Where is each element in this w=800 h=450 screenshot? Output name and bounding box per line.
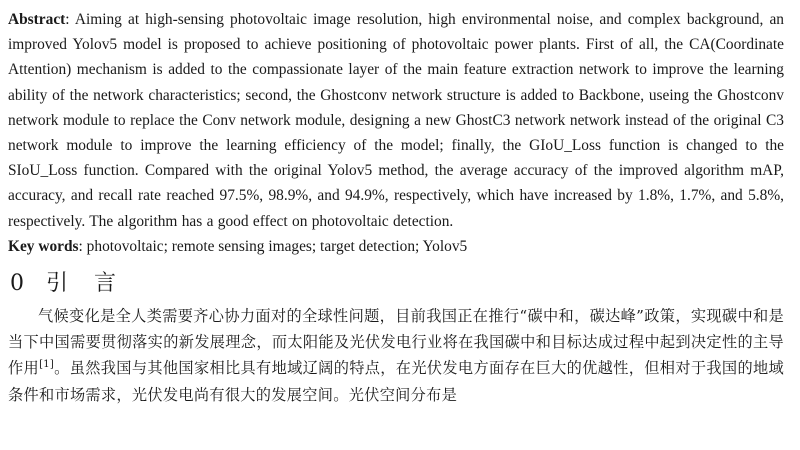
intro-text-part-2: 。虽然我国与其他国家相比具有地域辽阔的特点，在光伏发电方面存在巨大的优越性，但相对于我国的地域条件和市场需求，光伏发电尚有很大的发展空间。光伏空间分布是 [8,359,784,404]
abstract-label: Abstract [8,11,66,28]
paper-page [8,0,784,450]
keywords-label: Key words [8,237,79,255]
intro-text-part-1: 气候变化是全人类需要齐心协力面对的全球性问题，目前我国正在推行“碳中和，碳达峰”政策，实现碳中和是当下中国需要贯彻落实的新发展理念，而太阳能及光伏发电行业将在我国碳中和目标达成过程中起到决定性的主导作用 [8,307,784,378]
abstract-separator: : [65,11,75,28]
keywords-separator: : [78,237,87,255]
abstract-paragraph [8,7,784,234]
section-title: 引言 [46,271,143,297]
keywords-line [8,234,784,259]
citation-marker[interactable]: [1] [39,359,55,371]
section-heading [10,269,784,299]
abstract-text: Aiming at high-sensing photovoltaic image resolution, high environmental noise, and complex background, an improved Yolov5 model is proposed to achieve positioning of photovoltaic power plants. First of all, the CA(Coordinate Attention) mechanism is added to the compassionate layer of the main feature extraction network to improve the learning ability of the network characteristics; second, the Ghostconv network structure is added to Backbone, useing the Ghostconv network module to replace the Conv network module, designing a new GhostC3 network network instead of the original C3 network module to improve the learning efficiency of the model; finally, the GIoU_Loss function is changed to the SIoU_Loss function. Compared with the original Yolov5 method, the average accuracy of the improved algorithm mAP, accuracy, and recall rate reached 97.5%, 98.9%, and 94.9%, respectively, which have increased by 1.8%, 1.7%, and 5.8%, respectively. The algorithm has a good effect on photovoltaic detection. [8,11,784,230]
introduction-paragraph [8,303,784,408]
keywords-text: photovoltaic; remote sensing images; target detection; Yolov5 [86,237,468,255]
section-number: 0 [10,271,24,297]
